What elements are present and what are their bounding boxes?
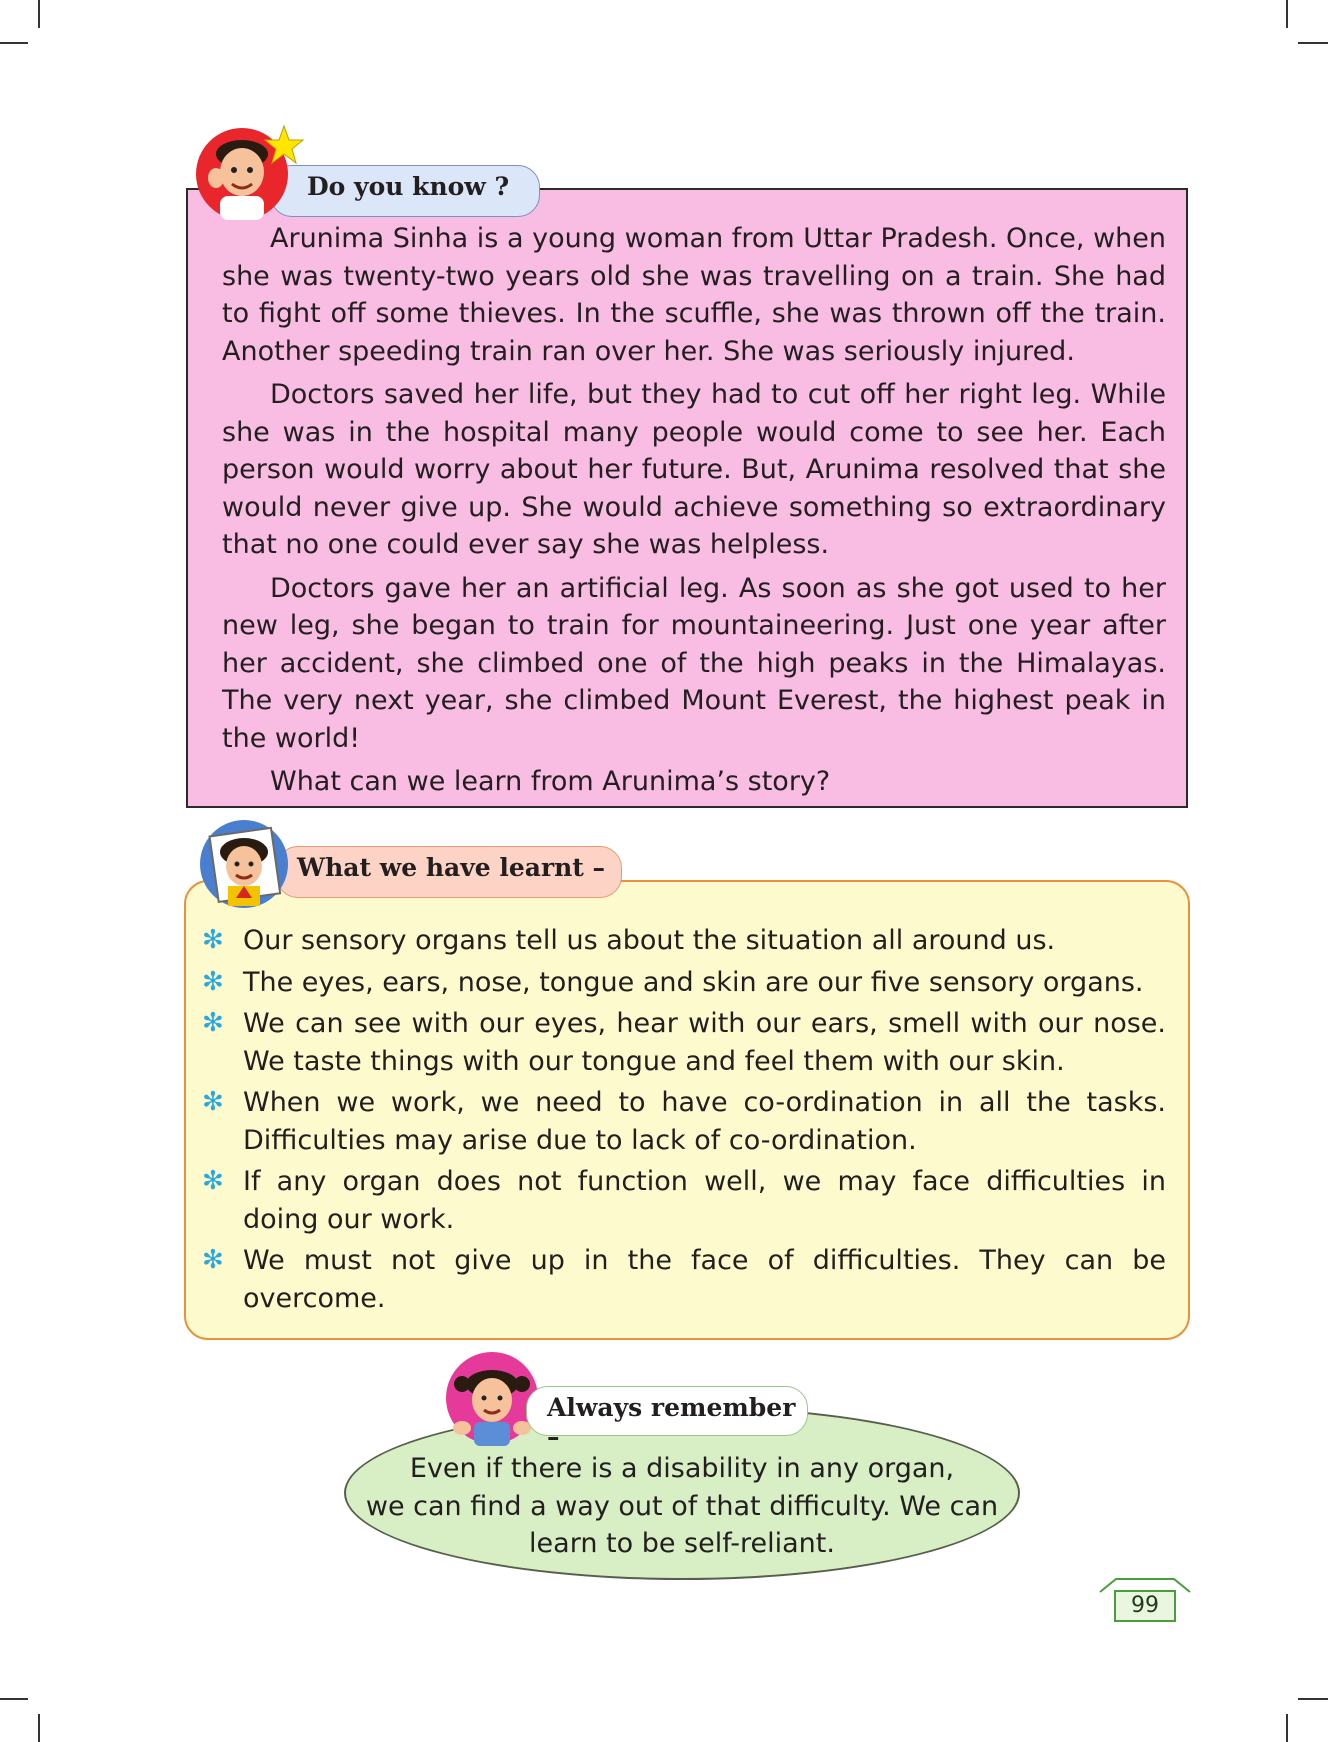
crop-mark [38, 1714, 40, 1742]
list-item-text: When we work, we need to have co-ordination in all the tasks. Difficulties may arise due to lack of co-ordination. [243, 1087, 1166, 1156]
learnt-list [200, 922, 1166, 1321]
remember-line: learn to be self-reliant. [529, 1528, 835, 1559]
girl-with-frame-icon [196, 818, 292, 914]
remember-line: we can find a way out of that difficulty. We can [365, 1490, 999, 1522]
always-remember-text [360, 1450, 1004, 1563]
what-we-have-learnt-title: What we have learnt – [276, 846, 622, 898]
asterisk-bullet-icon: ✻ [202, 1087, 224, 1117]
do-you-know-title: Do you know ? [270, 165, 540, 217]
list-item-text: Our sensory organs tell us about the situation all around us. [243, 925, 1056, 956]
list-item-text: We must not give up in the face of difficulties. They can be overcome. [243, 1245, 1166, 1314]
list-item-text: The eyes, ears, nose, tongue and skin are our five sensory organs. [243, 966, 1144, 998]
always-remember-title: Always remember – [526, 1386, 808, 1436]
crop-mark [38, 0, 40, 28]
story-paragraph: Arunima Sinha is a young woman from Uttar Pradesh. Once, when she was twenty-two years old she was travelling on a train. She had to fight off some thieves. In the scuffle, she was thrown off the train. Another speeding train ran over her. She was seriously injured. [222, 223, 1166, 367]
remember-line: Even if there is a disability in any organ, [409, 1453, 955, 1484]
list-item [200, 922, 1166, 960]
list-item [200, 1005, 1166, 1080]
list-item [200, 1084, 1166, 1159]
do-you-know-story [222, 220, 1166, 807]
list-item [200, 1242, 1166, 1317]
asterisk-bullet-icon: ✻ [202, 1166, 224, 1196]
list-item-text: We can see with our eyes, hear with our ears, smell with our nose. We taste things with our tongue and feel them with our skin. [243, 1008, 1166, 1077]
asterisk-bullet-icon: ✻ [202, 925, 224, 955]
boy-thinking-icon [192, 124, 304, 220]
crop-mark [1298, 1698, 1328, 1700]
asterisk-bullet-icon: ✻ [202, 966, 224, 997]
list-item [200, 964, 1166, 1002]
story-paragraph: Doctors saved her life, but they had to cut off her right leg. While she was in the hospital many people would come to see her. Each person would worry about her future. But, Arunima resolved that she would never give up. She would achieve something so extraordinary that no one could ever say she was helpless. [222, 379, 1166, 560]
page-number: 99 [1114, 1590, 1176, 1622]
story-paragraph: Doctors gave her an artificial leg. As soon as she got used to her new leg, she began to train for mountaineering. Just one year after her accident, she climbed one of the high peaks in the Himalayas. The very next year, she climbed Mount Everest, the highest peak in the world! [222, 572, 1166, 754]
list-item-text: If any organ does not function well, we may face difficulties in doing our work. [243, 1166, 1166, 1235]
crop-mark [0, 1698, 28, 1700]
crop-mark [0, 42, 28, 44]
story-question: What can we learn from Arunima’s story? [270, 766, 831, 797]
crop-mark [1298, 42, 1328, 44]
asterisk-bullet-icon: ✻ [202, 1008, 224, 1038]
crop-mark [1286, 1714, 1288, 1742]
list-item [200, 1163, 1166, 1238]
crop-mark [1286, 0, 1288, 28]
asterisk-bullet-icon: ✻ [202, 1245, 224, 1275]
